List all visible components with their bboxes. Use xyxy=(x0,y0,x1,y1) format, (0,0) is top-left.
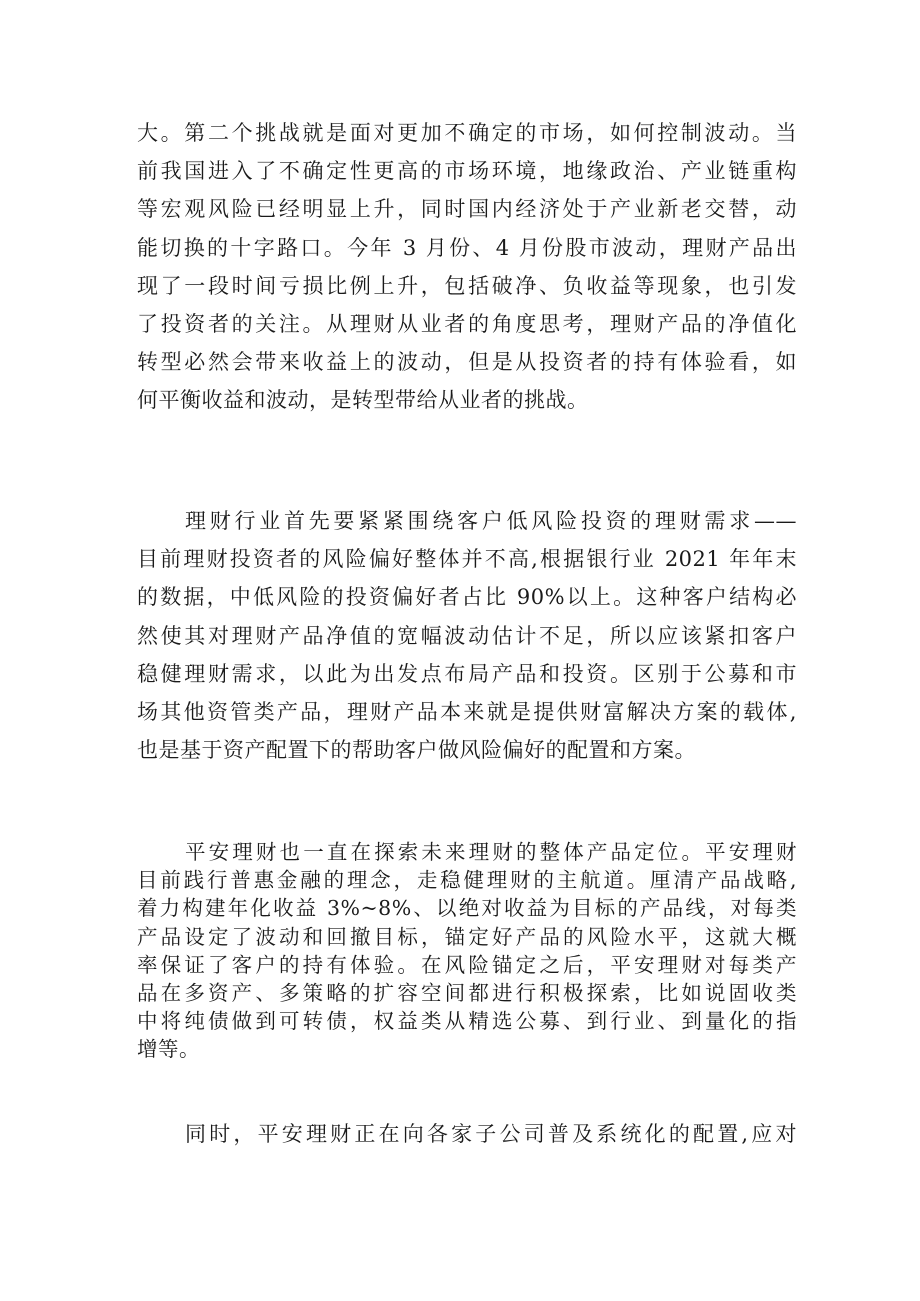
text-line: 目前践行普惠金融的理念，走稳健理财的主航道。厘清产品战略, xyxy=(137,868,797,893)
text-line: 现了一段时间亏损比例上升，包括破净、负收益等现象，也引发 xyxy=(137,273,797,298)
paragraph-product-positioning xyxy=(137,838,797,1064)
text-line: 前我国进入了不确定性更高的市场环境，地缘政治、产业链重构 xyxy=(137,159,797,184)
text-line: 的数据，中低风险的投资偏好者占比 90%以上。这种客户结构必 xyxy=(137,585,797,610)
text-line: 能切换的十字路口。今年 3 月份、4 月份股市波动，理财产品出 xyxy=(137,235,797,260)
text-line: 增等。 xyxy=(137,1037,200,1062)
text-line: 同时，平安理财正在向各家子公司普及系统化的配置,应对 xyxy=(185,1122,797,1146)
text-line: 目前理财投资者的风险偏好整体并不高,根据银行业 2021 年年末 xyxy=(137,547,797,572)
text-line: 大。第二个挑战就是面对更加不确定的市场，如何控制波动。当 xyxy=(137,121,797,145)
text-line: 场其他资管类产品，理财产品本来就是提供财富解决方案的载体, xyxy=(137,699,797,724)
text-line: 然使其对理财产品净值的宽幅波动估计不足，所以应该紧扣客户 xyxy=(137,623,797,648)
text-line: 着力构建年化收益 3%~8%、以绝对收益为目标的产品线，对每类 xyxy=(137,896,797,921)
text-line: 中将纯债做到可转债，权益类从精选公募、到行业、到量化的指 xyxy=(137,1009,797,1034)
paragraph-industry-needs xyxy=(137,502,797,769)
text-line: 了投资者的关注。从理财从业者的角度思考，理财产品的净值化 xyxy=(137,311,797,336)
text-line: 等宏观风险已经明显上升，同时国内经济处于产业新老交替，动 xyxy=(137,197,797,222)
text-line: 率保证了客户的持有体验。在风险锚定之后，平安理财对每类产 xyxy=(137,952,797,977)
text-line: 平安理财也一直在探索未来理财的整体产品定位。平安理财 xyxy=(185,840,797,864)
text-line: 理财行业首先要紧紧围绕客户低风险投资的理财需求—— xyxy=(185,509,797,533)
paragraph-challenge xyxy=(137,114,797,420)
text-line: 转型必然会带来收益上的波动，但是从投资者的持有体验看，如 xyxy=(137,350,797,375)
text-line: 品在多资产、多策略的扩容空间都进行积极探索，比如说固收类 xyxy=(137,980,797,1005)
paragraph-systematic-allocation xyxy=(137,1115,797,1153)
text-line: 稳健理财需求，以此为出发点布局产品和投资。区别于公募和市 xyxy=(137,661,797,686)
text-line: 何平衡收益和波动，是转型带给从业者的挑战。 xyxy=(137,388,589,413)
text-line: 产品设定了波动和回撤目标，锚定好产品的风险水平，这就大概 xyxy=(137,924,797,949)
text-line: 也是基于资产配置下的帮助客户做风险偏好的配置和方案。 xyxy=(137,738,696,763)
